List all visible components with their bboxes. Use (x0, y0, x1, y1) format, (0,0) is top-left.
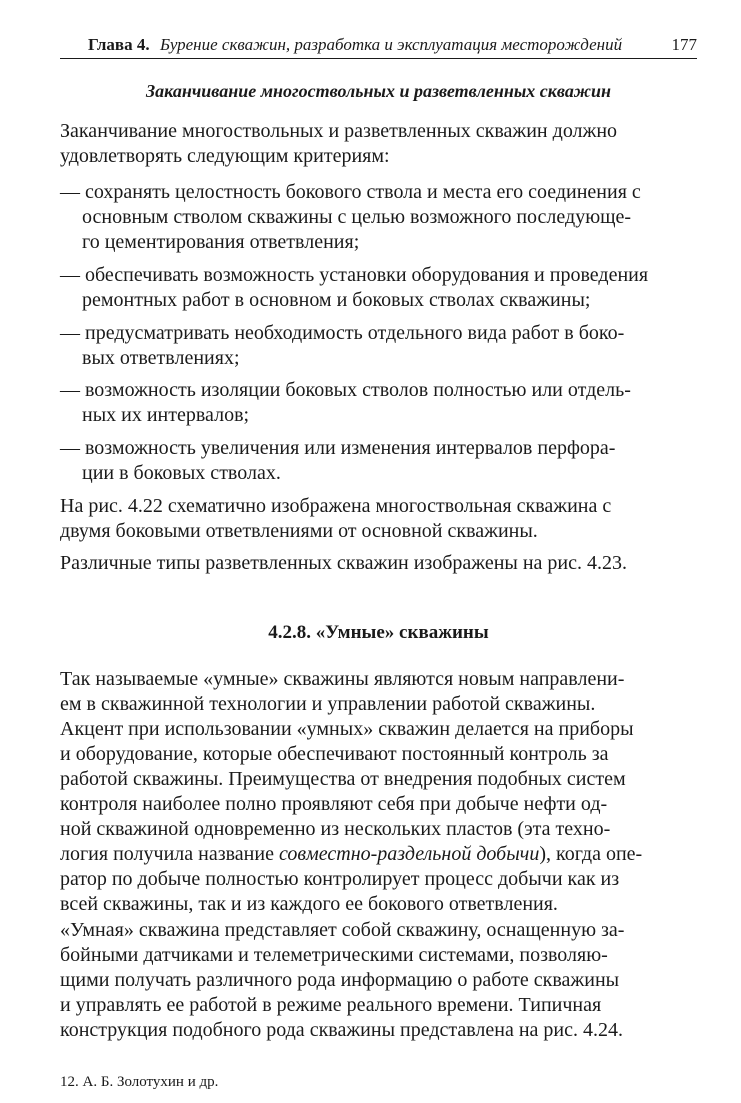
text-line: Акцент при использовании «умных» скважин делается на приборы (60, 718, 634, 740)
text-line: Различные типы разветвленных скважин изображены на рис. 4.23. (60, 552, 627, 574)
criteria-item (60, 180, 697, 255)
text-line: всей скважины, так и из каждого ее бокового ответвления. (60, 893, 558, 915)
term-emphasis: совместно-раздельной добычи (278, 843, 540, 865)
text-line: щими получать различного рода информацию о работе скважины (60, 969, 620, 991)
chapter-title: Бурение скважин, разработка и эксплуатация месторождений (160, 35, 623, 54)
running-head (60, 34, 697, 59)
figure-ref-paragraph (60, 551, 697, 576)
smart-wells-paragraph (60, 667, 697, 917)
text-line: удовлетворять следующим критериям: (60, 145, 390, 167)
text-line (60, 842, 697, 867)
text-line: ремонтных работ в основном и боковых стволах скважины; (82, 289, 591, 311)
intro-paragraph (60, 119, 697, 169)
text-line: го цементирования ответвления; (82, 231, 360, 253)
subsection-title: Заканчивание многоствольных и разветвленных скважин (146, 81, 611, 101)
text-line: и управлять ее работой в режиме реального времени. Типичная (60, 994, 602, 1016)
text-line: основным стволом скважины с целью возможного последующе- (82, 206, 632, 228)
text-line: ной скважиной одновременно из нескольких пластов (эта техно- (60, 818, 611, 840)
figure-ref-paragraph (60, 494, 697, 544)
text-line: «Умная» скважина представляет собой скважину, оснащенную за- (60, 919, 625, 941)
text-line: Заканчивание многоствольных и разветвленных скважин должно (60, 120, 618, 142)
text-line: вых ответвлениях; (82, 347, 240, 369)
criteria-item (60, 378, 697, 428)
text-line: — предусматривать необходимость отдельного вида работ в боко- (60, 322, 625, 344)
text-line: и оборудование, которые обеспечивают постоянный контроль за (60, 743, 609, 765)
chapter-label: Глава 4. (88, 35, 150, 54)
text-line: ем в скважинной технологии и управлении работой скважины. (60, 693, 596, 715)
text-line: конструкция подобного рода скважины представлена на рис. 4.24. (60, 1019, 624, 1041)
signature-footer: 12. А. Б. Золотухин и др. (60, 1074, 219, 1090)
text-line: — возможность изоляции боковых стволов полностью или отдель- (60, 379, 631, 401)
text-span: ), когда опе- (539, 843, 643, 865)
text-line: — обеспечивать возможность установки оборудования и проведения (60, 264, 649, 286)
section-title: 4.2.8. «Умные» скважины (268, 622, 489, 643)
text-line: На рис. 4.22 схематично изображена многоствольная скважина с (60, 495, 612, 517)
text-line: ратор по добыче полностью контролирует процесс добычи как из (60, 868, 620, 890)
page-number: 177 (671, 35, 697, 54)
text-line: — сохранять целостность бокового ствола и места его соединения с (60, 181, 641, 203)
smart-well-definition-paragraph (60, 918, 697, 1043)
text-line: двумя боковыми ответвлениями от основной скважины. (60, 520, 538, 542)
text-line: бойными датчиками и телеметрическими системами, позволяю- (60, 944, 608, 966)
criteria-item (60, 263, 697, 313)
text-line: — возможность увеличения или изменения интервалов перфора- (60, 437, 616, 459)
text-line: контроля наиболее полно проявляют себя при добыче нефти од- (60, 793, 608, 815)
text-line: ных их интервалов; (82, 404, 250, 426)
text-line: ции в боковых стволах. (82, 462, 281, 484)
text-line: Так называемые «умные» скважины являются новым направлени- (60, 668, 625, 690)
criteria-item (60, 321, 697, 371)
text-span: логия получила название (60, 843, 274, 865)
criteria-item (60, 436, 697, 486)
text-line: работой скважины. Преимущества от внедрения подобных систем (60, 768, 626, 790)
